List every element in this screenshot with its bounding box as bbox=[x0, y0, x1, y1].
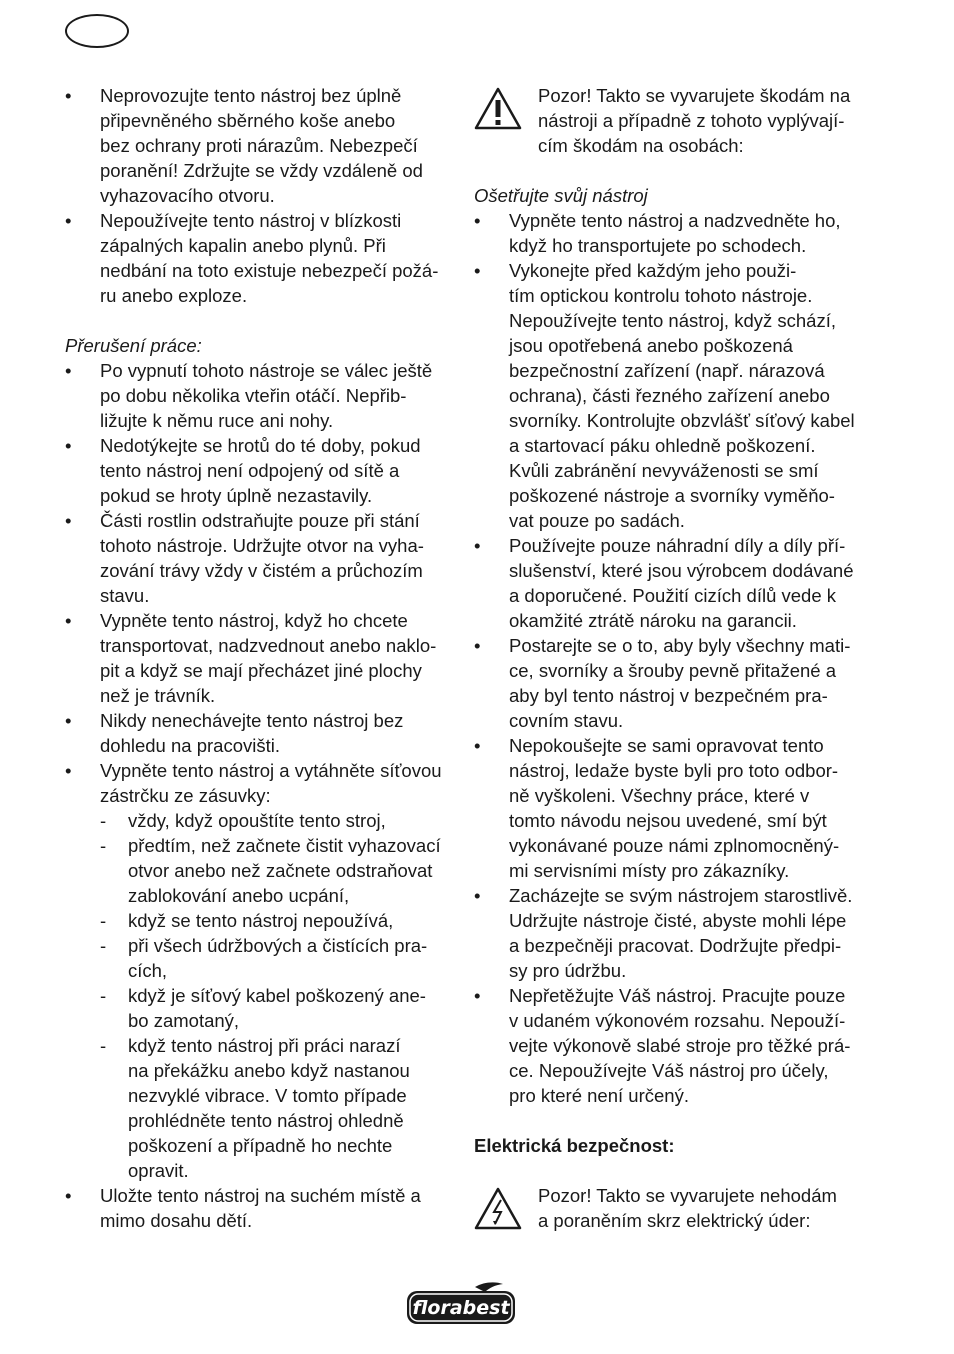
text-line: Nikdy nenechávejte tento nástroj bez bbox=[100, 710, 404, 731]
warning-electric bbox=[474, 1183, 869, 1233]
text-line: v udaném výkonovém rozsahu. Nepouží- bbox=[509, 1010, 846, 1031]
text-line: při všech údržbových a čistících pra- bbox=[128, 935, 428, 956]
text-line: zablokování anebo ucpání, bbox=[128, 885, 350, 906]
logo-text: florabest bbox=[412, 1297, 510, 1319]
bullet-item bbox=[474, 883, 869, 983]
dash-item bbox=[65, 808, 460, 833]
bullet-marker: • bbox=[474, 735, 481, 756]
bullet-marker: • bbox=[474, 985, 481, 1006]
text-line: když se tento nástroj nepoužívá, bbox=[128, 910, 394, 931]
bullet-marker: • bbox=[65, 85, 72, 106]
text-line: tomto návodu nejsou uvedené, smí být bbox=[509, 810, 827, 831]
text-line: dohledu na pracovišti. bbox=[100, 735, 280, 756]
text-line: Vypněte tento nástroj a nadzvedněte ho, bbox=[509, 210, 841, 231]
text-line: otvor anebo než začnete odstraňovat bbox=[128, 860, 433, 881]
right-column bbox=[474, 83, 869, 1233]
text-line: Neprovozujte tento nástroj bez úplně bbox=[100, 85, 402, 106]
text-line: ru anebo exploze. bbox=[100, 285, 248, 306]
text-line: a doporučené. Použití cizích dílů vede k bbox=[509, 585, 837, 606]
text-line: aby byl tento nástroj v bezpečném pra- bbox=[509, 685, 828, 706]
text-line: cím škodám na osobách: bbox=[538, 135, 744, 156]
dash-item bbox=[65, 1033, 460, 1183]
text-line: mi servisními místy pro zákazníky. bbox=[509, 860, 790, 881]
bullet-marker: • bbox=[65, 435, 72, 456]
warning-general bbox=[474, 83, 869, 158]
bullet-marker: • bbox=[65, 610, 72, 631]
text-line: slušenství, které jsou výrobcem dodávané bbox=[509, 560, 854, 581]
text-line: tohoto nástroje. Udržujte otvor na vyha- bbox=[100, 535, 424, 556]
text-line: Zacházejte se svým nástrojem starostlivě. bbox=[509, 885, 853, 906]
text-line: pro které není určený. bbox=[509, 1085, 689, 1106]
text-line: ce. Nepoužívejte Váš nástroj pro účely, bbox=[509, 1060, 829, 1081]
dash-marker: - bbox=[100, 910, 107, 931]
bullet-item bbox=[65, 758, 460, 808]
text-line: nedbání na toto existuje nebezpečí požá- bbox=[100, 260, 439, 281]
text-line: pokud se hroty úplně nezastavily. bbox=[100, 485, 373, 506]
dash-item bbox=[65, 833, 460, 908]
text-line: než je trávník. bbox=[100, 685, 216, 706]
bullet-list-top bbox=[65, 83, 460, 308]
electric-heading: Elektrická bezpečnost: bbox=[474, 1135, 675, 1156]
left-column bbox=[65, 83, 460, 1233]
text-line: pit a když se mají přecházet jiné plochy bbox=[100, 660, 422, 681]
text-line: prohlédněte tento nástroj ohledně bbox=[128, 1110, 404, 1131]
interrupt-heading: Přerušení práce: bbox=[65, 335, 202, 356]
text-line: Nepoužívejte tento nástroj v blízkosti bbox=[100, 210, 402, 231]
text-line: covním stavu. bbox=[509, 710, 624, 731]
text-line: mimo dosahu dětí. bbox=[100, 1210, 253, 1231]
text-line: Nepokoušejte se sami opravovat tento bbox=[509, 735, 824, 756]
bullet-item bbox=[65, 508, 460, 608]
text-line: vykonávané pouze námi zplnomocněný- bbox=[509, 835, 840, 856]
bullet-list-care bbox=[474, 208, 869, 1108]
dash-marker: - bbox=[100, 935, 107, 956]
language-badge bbox=[65, 14, 129, 48]
bullet-item bbox=[474, 633, 869, 733]
bullet-item bbox=[474, 733, 869, 883]
exclamation-warning-icon bbox=[474, 87, 522, 130]
text-line: Nepřetěžujte Váš nástroj. Pracujte pouze bbox=[509, 985, 846, 1006]
text-line: vat pouze po sadách. bbox=[509, 510, 685, 531]
text-line: vyhazovacího otvoru. bbox=[100, 185, 275, 206]
text-line: Pozor! Takto se vyvarujete škodám na bbox=[538, 85, 851, 106]
bullet-marker: • bbox=[65, 760, 72, 781]
text-line: ně vyškoleni. Všechny práce, které v bbox=[509, 785, 810, 806]
text-line: Nepoužívejte tento nástroj, když schází, bbox=[509, 310, 837, 331]
text-line: Nedotýkejte se hrotů do té doby, pokud bbox=[100, 435, 421, 456]
text-line: svorníky. Kontrolujte obzvlášť síťový kabel bbox=[509, 410, 855, 431]
logo-graphic bbox=[405, 1281, 517, 1327]
bullet-marker: • bbox=[474, 535, 481, 556]
bullet-marker: • bbox=[474, 885, 481, 906]
text-line: bo zamotaný, bbox=[128, 1010, 240, 1031]
text-line: zování trávy vždy v čistém a průchozím bbox=[100, 560, 423, 581]
text-line: předtím, než začnete čistit vyhazovací bbox=[128, 835, 441, 856]
bullet-marker: • bbox=[65, 1185, 72, 1206]
text-line: Po vypnutí tohoto nástroje se válec ještě bbox=[100, 360, 433, 381]
text-line: jsou opotřebená anebo poškozená bbox=[509, 335, 793, 356]
bullet-marker: • bbox=[474, 635, 481, 656]
text-line: bez ochrany proti nárazům. Nebezpečí bbox=[100, 135, 418, 156]
text-line: Vypněte tento nástroj, když ho chcete bbox=[100, 610, 408, 631]
text-line: Používejte pouze náhradní díly a díly pří- bbox=[509, 535, 846, 556]
text-line: bezpečnostní zařízení (např. nárazová bbox=[509, 360, 825, 381]
text-line: poškozené nástroje a svorníky vyměňo- bbox=[509, 485, 835, 506]
bullet-marker: • bbox=[65, 710, 72, 731]
dash-marker: - bbox=[100, 985, 107, 1006]
text-line: když tento nástroj při práci narazí bbox=[128, 1035, 401, 1056]
text-line: Vykonejte před každým jeho použi- bbox=[509, 260, 797, 281]
text-line: cích, bbox=[128, 960, 168, 981]
bullet-item bbox=[474, 208, 869, 258]
text-line: po dobu několika vteřin otáčí. Nepřib- bbox=[100, 385, 407, 406]
text-line: ce, svorníky a šrouby pevně přitažené a bbox=[509, 660, 837, 681]
text-line: Pozor! Takto se vyvarujete nehodám bbox=[538, 1185, 837, 1206]
text-line: a bezpečněji pracovat. Dodržujte předpi- bbox=[509, 935, 842, 956]
lightning-warning-icon bbox=[474, 1187, 522, 1230]
text-line: když ho transportujete po schodech. bbox=[509, 235, 807, 256]
bullet-item bbox=[474, 533, 869, 633]
text-line: sy pro údržbu. bbox=[509, 960, 627, 981]
bullet-item bbox=[65, 608, 460, 708]
text-line: Části rostlin odstraňujte pouze při stání bbox=[100, 510, 420, 531]
dash-item bbox=[65, 908, 460, 933]
bullet-item bbox=[65, 358, 460, 433]
text-line: vždy, když opouštíte tento stroj, bbox=[128, 810, 386, 831]
text-line: tím optickou kontrolu tohoto nástroje. bbox=[509, 285, 813, 306]
text-line: Postarejte se o to, aby byly všechny mati- bbox=[509, 635, 851, 656]
bullet-item bbox=[65, 708, 460, 758]
dash-item bbox=[65, 933, 460, 983]
dash-marker: - bbox=[100, 835, 107, 856]
text-line: stavu. bbox=[100, 585, 150, 606]
care-heading: Ošetřujte svůj nástroj bbox=[474, 185, 648, 206]
text-line: zástrčku ze zásuvky: bbox=[100, 785, 271, 806]
text-line: poškození a případně ho nechte bbox=[128, 1135, 393, 1156]
text-line: ochrana), části řezného zařízení anebo bbox=[509, 385, 830, 406]
text-line: a startovací páku ohledně poškození. bbox=[509, 435, 816, 456]
bullet-marker: • bbox=[65, 510, 72, 531]
text-line: na překážku anebo když nastanou bbox=[128, 1060, 410, 1081]
text-line: když je síťový kabel poškozený ane- bbox=[128, 985, 426, 1006]
dash-item bbox=[65, 983, 460, 1033]
bullet-list-interrupt bbox=[65, 358, 460, 808]
bullet-list-last bbox=[65, 1183, 460, 1233]
florabest-logo bbox=[405, 1281, 517, 1333]
bullet-marker: • bbox=[65, 210, 72, 231]
text-line: poranění! Zdržujte se vždy vzdáleně od bbox=[100, 160, 423, 181]
text-line: Kvůli zabránění nevyváženosti se smí bbox=[509, 460, 819, 481]
text-line: zápalných kapalin anebo plynů. Při bbox=[100, 235, 386, 256]
text-line: opravit. bbox=[128, 1160, 189, 1181]
text-line: připevněného sběrného koše anebo bbox=[100, 110, 396, 131]
bullet-item bbox=[65, 83, 460, 208]
text-line: tento nástroj není odpojený od sítě a bbox=[100, 460, 400, 481]
dash-marker: - bbox=[100, 1035, 107, 1056]
bullet-item bbox=[65, 433, 460, 508]
bullet-marker: • bbox=[65, 360, 72, 381]
text-line: Udržujte nástroje čisté, abyste mohli lépe bbox=[509, 910, 847, 931]
bullet-marker: • bbox=[474, 210, 481, 231]
text-line: nástroji a případně z tohoto vyplývají- bbox=[538, 110, 845, 131]
text-line: Uložte tento nástroj na suchém místě a bbox=[100, 1185, 421, 1206]
text-line: a poraněním skrz elektrický úder: bbox=[538, 1210, 811, 1231]
bullet-item bbox=[65, 208, 460, 308]
text-line: nástroj, ledaže byste byli pro toto odbor- bbox=[509, 760, 839, 781]
text-line: ližujte k němu ruce ani nohy. bbox=[100, 410, 334, 431]
bullet-item bbox=[474, 258, 869, 533]
bullet-item bbox=[65, 1183, 460, 1233]
dash-marker: - bbox=[100, 810, 107, 831]
bullet-item bbox=[474, 983, 869, 1108]
text-line: okamžité ztrátě nároku na garancii. bbox=[509, 610, 797, 631]
text-line: vejte výkonově slabé stroje pro těžké prá- bbox=[509, 1035, 851, 1056]
bullet-marker: • bbox=[474, 260, 481, 281]
text-line: Vypněte tento nástroj a vytáhněte síťovou bbox=[100, 760, 442, 781]
text-line: nezvyklé vibrace. V tomto případe bbox=[128, 1085, 407, 1106]
text-line: transportovat, nadzvednout anebo naklo- bbox=[100, 635, 437, 656]
dash-list bbox=[65, 808, 460, 1183]
